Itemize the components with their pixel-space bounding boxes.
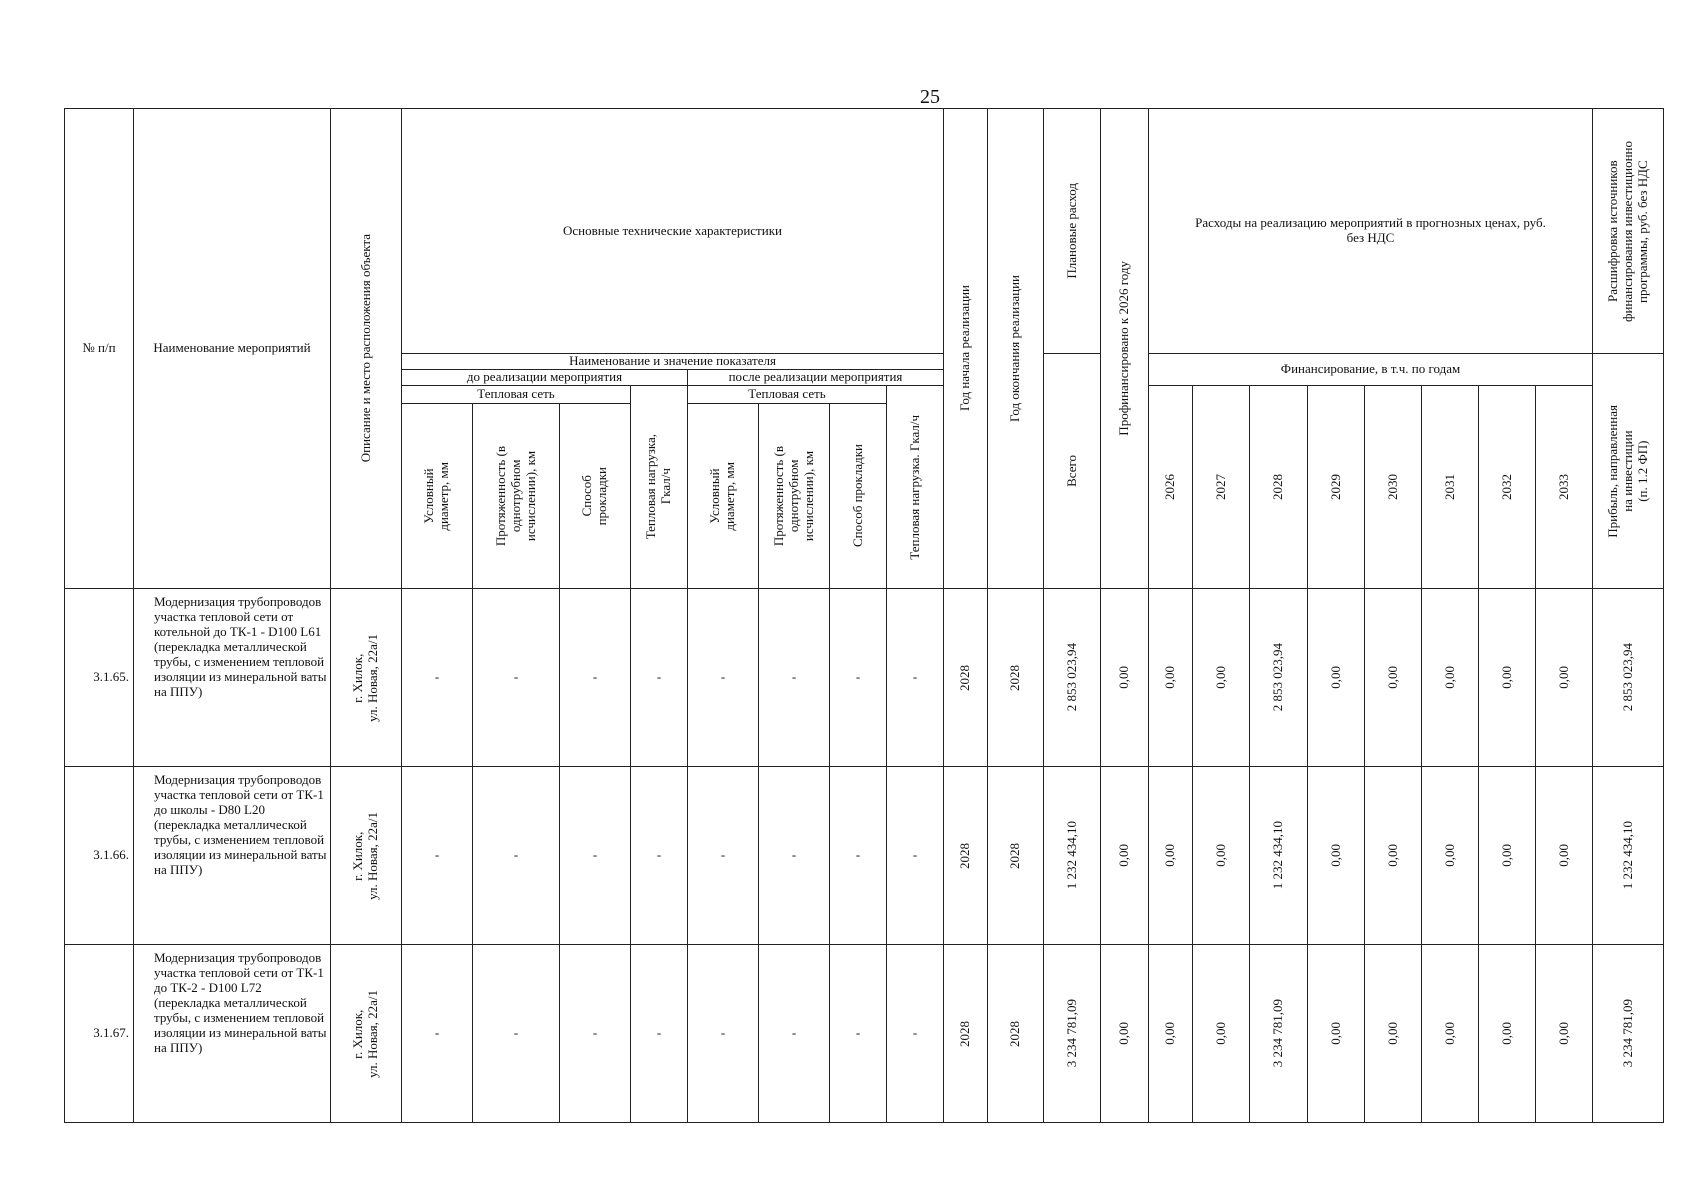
row-2033: 0,00 [1536, 945, 1593, 1123]
row-after-method: - [830, 945, 887, 1123]
row-num: 3.1.67. [65, 945, 134, 1123]
header-load-before: Тепловая нагрузка, Гкал/ч [631, 386, 688, 589]
row-2030: 0,00 [1365, 767, 1422, 945]
row-profit: 3 234 781,09 [1593, 945, 1664, 1123]
header-year-2026: 2026 [1149, 386, 1193, 589]
row-location: г. Хилок, ул. Новая, 22а/1 [331, 767, 402, 945]
row-before-diameter: - [402, 589, 473, 767]
row-2029: 0,00 [1308, 945, 1365, 1123]
row-2028: 3 234 781,09 [1250, 945, 1308, 1123]
header-year-2029: 2029 [1308, 386, 1365, 589]
row-before-length: - [473, 589, 560, 767]
row-2032: 0,00 [1479, 767, 1536, 945]
row-year-end: 2028 [988, 589, 1044, 767]
row-2026: 0,00 [1149, 945, 1193, 1123]
row-name: Модернизация трубопроводов участка тепловой сети от ТК-1 до ТК-2 - D100 L72 (перекладка металлической трубы, с изменением тепловой изоляции из минеральной ваты на ППУ) [134, 945, 331, 1123]
header-year-2031: 2031 [1422, 386, 1479, 589]
row-2031: 0,00 [1422, 767, 1479, 945]
header-location: Описание и место расположения объекта [331, 109, 402, 589]
row-after-load: - [887, 945, 944, 1123]
row-2030: 0,00 [1365, 945, 1422, 1123]
header-year-2027: 2027 [1193, 386, 1250, 589]
row-2026: 0,00 [1149, 767, 1193, 945]
header-length-after: Протяженность (в однотрубном исчислении), км [759, 404, 830, 589]
investment-program-table [64, 108, 1664, 1123]
row-total: 1 232 434,10 [1044, 767, 1101, 945]
row-name: Модернизация трубопроводов участка тепловой сети от ТК-1 до школы - D80 L20 (перекладка металлической трубы, с изменением тепловой изоляции из минеральной ваты на ППУ) [134, 767, 331, 945]
row-before-length: - [473, 945, 560, 1123]
header-costs: Расходы на реализацию мероприятий в прогнозных ценах, руб. без НДС [1149, 109, 1593, 354]
table-row [65, 589, 1664, 767]
header-year-2030: 2030 [1365, 386, 1422, 589]
row-2033: 0,00 [1536, 589, 1593, 767]
header-profit: Прибыль, направленная на инвестиции (п. 1.2 ФП) [1593, 354, 1664, 589]
header-num: № п/п [65, 109, 134, 589]
header-indicator: Наименование и значение показателя [402, 354, 944, 370]
row-year-end: 2028 [988, 945, 1044, 1123]
header-year-start: Год начала реализации [944, 109, 988, 589]
header-tech: Основные технические характеристики [402, 109, 944, 354]
row-2029: 0,00 [1308, 767, 1365, 945]
row-location: г. Хилок, ул. Новая, 22а/1 [331, 945, 402, 1123]
header-planned: Плановые расход [1044, 109, 1101, 354]
row-2031: 0,00 [1422, 589, 1479, 767]
header-financing-years: Финансирование, в т.ч. по годам [1149, 354, 1593, 386]
row-name: Модернизация трубопроводов участка тепловой сети от котельной до ТК-1 - D100 L61 (перекладка металлической трубы, с изменением тепловой изоляции из минеральной ваты на ППУ) [134, 589, 331, 767]
row-location: г. Хилок, ул. Новая, 22а/1 [331, 589, 402, 767]
row-before-method: - [560, 945, 631, 1123]
row-2027: 0,00 [1193, 945, 1250, 1123]
page-number: 25 [920, 86, 940, 108]
row-num: 3.1.65. [65, 589, 134, 767]
header-before: до реализации мероприятия [402, 370, 688, 386]
row-after-length: - [759, 945, 830, 1123]
row-after-diameter: - [688, 945, 759, 1123]
table-row [65, 945, 1664, 1123]
header-diameter-after: Условный диаметр, мм [688, 404, 759, 589]
row-2030: 0,00 [1365, 589, 1422, 767]
header-total: Всего [1044, 354, 1101, 589]
row-year-start: 2028 [944, 767, 988, 945]
row-after-diameter: - [688, 767, 759, 945]
header-diameter-before: Условный диаметр, мм [402, 404, 473, 589]
row-after-method: - [830, 767, 887, 945]
header-year-2032: 2032 [1479, 386, 1536, 589]
row-after-method: - [830, 589, 887, 767]
row-year-start: 2028 [944, 589, 988, 767]
header-year-2028: 2028 [1250, 386, 1308, 589]
row-2033: 0,00 [1536, 767, 1593, 945]
header-financed: Профинансировано к 2026 году [1101, 109, 1149, 589]
row-after-load: - [887, 589, 944, 767]
row-before-diameter: - [402, 945, 473, 1123]
row-financed: 0,00 [1101, 589, 1149, 767]
row-2028: 2 853 023,94 [1250, 589, 1308, 767]
row-total: 2 853 023,94 [1044, 589, 1101, 767]
header-year-2033: 2033 [1536, 386, 1593, 589]
row-profit: 2 853 023,94 [1593, 589, 1664, 767]
row-after-load: - [887, 767, 944, 945]
header-sources: Расшифровка источников финансирования инвестиционно программы, руб. без НДС [1593, 109, 1664, 354]
row-after-diameter: - [688, 589, 759, 767]
header-load-after: Тепловая нагрузка. Гкал/ч [887, 386, 944, 589]
header-method-after: Способ прокладки [830, 404, 887, 589]
header-length-before: Протяженность (в однотрубном исчислении), км [473, 404, 560, 589]
row-after-length: - [759, 767, 830, 945]
row-financed: 0,00 [1101, 945, 1149, 1123]
row-2027: 0,00 [1193, 767, 1250, 945]
table-row [65, 767, 1664, 945]
header-heat-net-before: Тепловая сеть [402, 386, 631, 404]
row-2032: 0,00 [1479, 589, 1536, 767]
row-2032: 0,00 [1479, 945, 1536, 1123]
row-year-start: 2028 [944, 945, 988, 1123]
row-profit: 1 232 434,10 [1593, 767, 1664, 945]
header-name: Наименование мероприятий [134, 109, 331, 589]
row-before-method: - [560, 589, 631, 767]
row-total: 3 234 781,09 [1044, 945, 1101, 1123]
row-after-length: - [759, 589, 830, 767]
row-before-load: - [631, 767, 688, 945]
row-before-method: - [560, 767, 631, 945]
row-before-load: - [631, 945, 688, 1123]
row-2028: 1 232 434,10 [1250, 767, 1308, 945]
header-year-end: Год окончания реализации [988, 109, 1044, 589]
row-2029: 0,00 [1308, 589, 1365, 767]
row-2027: 0,00 [1193, 589, 1250, 767]
header-heat-net-after: Тепловая сеть [688, 386, 887, 404]
row-before-length: - [473, 767, 560, 945]
header-method-before: Способ прокладки [560, 404, 631, 589]
row-before-load: - [631, 589, 688, 767]
row-2026: 0,00 [1149, 589, 1193, 767]
row-financed: 0,00 [1101, 767, 1149, 945]
row-before-diameter: - [402, 767, 473, 945]
row-num: 3.1.66. [65, 767, 134, 945]
row-year-end: 2028 [988, 767, 1044, 945]
header-after: после реализации мероприятия [688, 370, 944, 386]
row-2031: 0,00 [1422, 945, 1479, 1123]
